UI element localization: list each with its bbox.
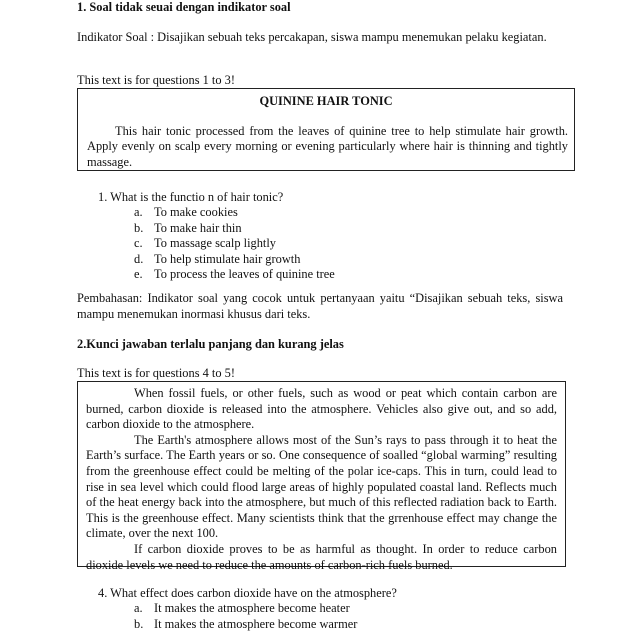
question-1-options: [134, 205, 554, 283]
box-title: QUININE HAIR TONIC: [259, 94, 393, 108]
indicator-text: Indikator Soal : Disajikan sebuah teks percakapan, siswa mampu menemukan pelaku kegiatan.: [77, 30, 547, 44]
text-for-questions-1-3: This text is for questions 1 to 3!: [77, 73, 235, 87]
passage-paragraph-3: If carbon dioxide proves to be as harmful as thought. In order to reduce carbon dioxide levels we need to reduce the amounts of carbon-rich fuels burned.: [86, 541, 557, 572]
question-4: 4. What effect does carbon dioxide have on the atmosphere?: [98, 586, 397, 600]
option-a: a. It makes the atmosphere become heater: [134, 601, 350, 615]
option-b: b. It makes the atmosphere become warmer: [134, 616, 358, 631]
pembahasan-text: Pembahasan: Indikator soal yang cocok untuk pertanyaan yaitu “Disajikan sebuah teks, siswa mampu menemukan inormasi khusus dari teks.: [77, 291, 563, 321]
box-text: This hair tonic processed from the leaves of quinine tree to help stimulate hair growth. Apply evenly on scalp every morning or evening particularly where hair is thinning and tightly massage.: [87, 123, 568, 169]
text-for-questions-4-5: This text is for questions 4 to 5!: [77, 366, 235, 380]
option-e: e. To process the leaves of quinine tree: [134, 267, 335, 282]
option-c: c. To massage scalp lightly: [134, 236, 276, 251]
section-1-heading: 1. Soal tidak seuai dengan indikator soal: [77, 0, 291, 14]
passage-paragraph-2: The Earth's atmosphere allows most of the Sun’s rays to pass through it to heat the Earth’s surface. The Earth years or so. One consequence of soalled “global warming” resulting from the greenhouse effect could be melting of the polar ice-caps. This in turn, could lead to rise in sea level which could flood large areas of highly populated coastal land. Reflects much of the heat energy back into the atmosphere, but much of this reflected radiation back to Earth. This is the greenhouse effect. Many scientists think that the grrenhouse effect may change the climate, over the next 100.: [86, 432, 557, 541]
section-2-heading: 2.Kunci jawaban terlalu panjang dan kurang jelas: [77, 337, 344, 351]
option-b: b. To make hair thin: [134, 220, 242, 235]
quinine-text-box: [77, 88, 575, 171]
option-a: a. To make cookies: [134, 205, 238, 219]
fossil-fuel-text-box: [77, 381, 566, 572]
question-1: 1. What is the functio n of hair tonic?: [98, 190, 284, 204]
passage-paragraph-1: When fossil fuels, or other fuels, such as wood or peat which contain carbon are burned, carbon dioxide is released into the atmosphere. Vehicles also give out, and so add, carbon dioxide to the atmosphere.: [86, 386, 557, 432]
option-d: d. To help stimulate hair growth: [134, 251, 301, 266]
question-4-options: [134, 601, 554, 632]
